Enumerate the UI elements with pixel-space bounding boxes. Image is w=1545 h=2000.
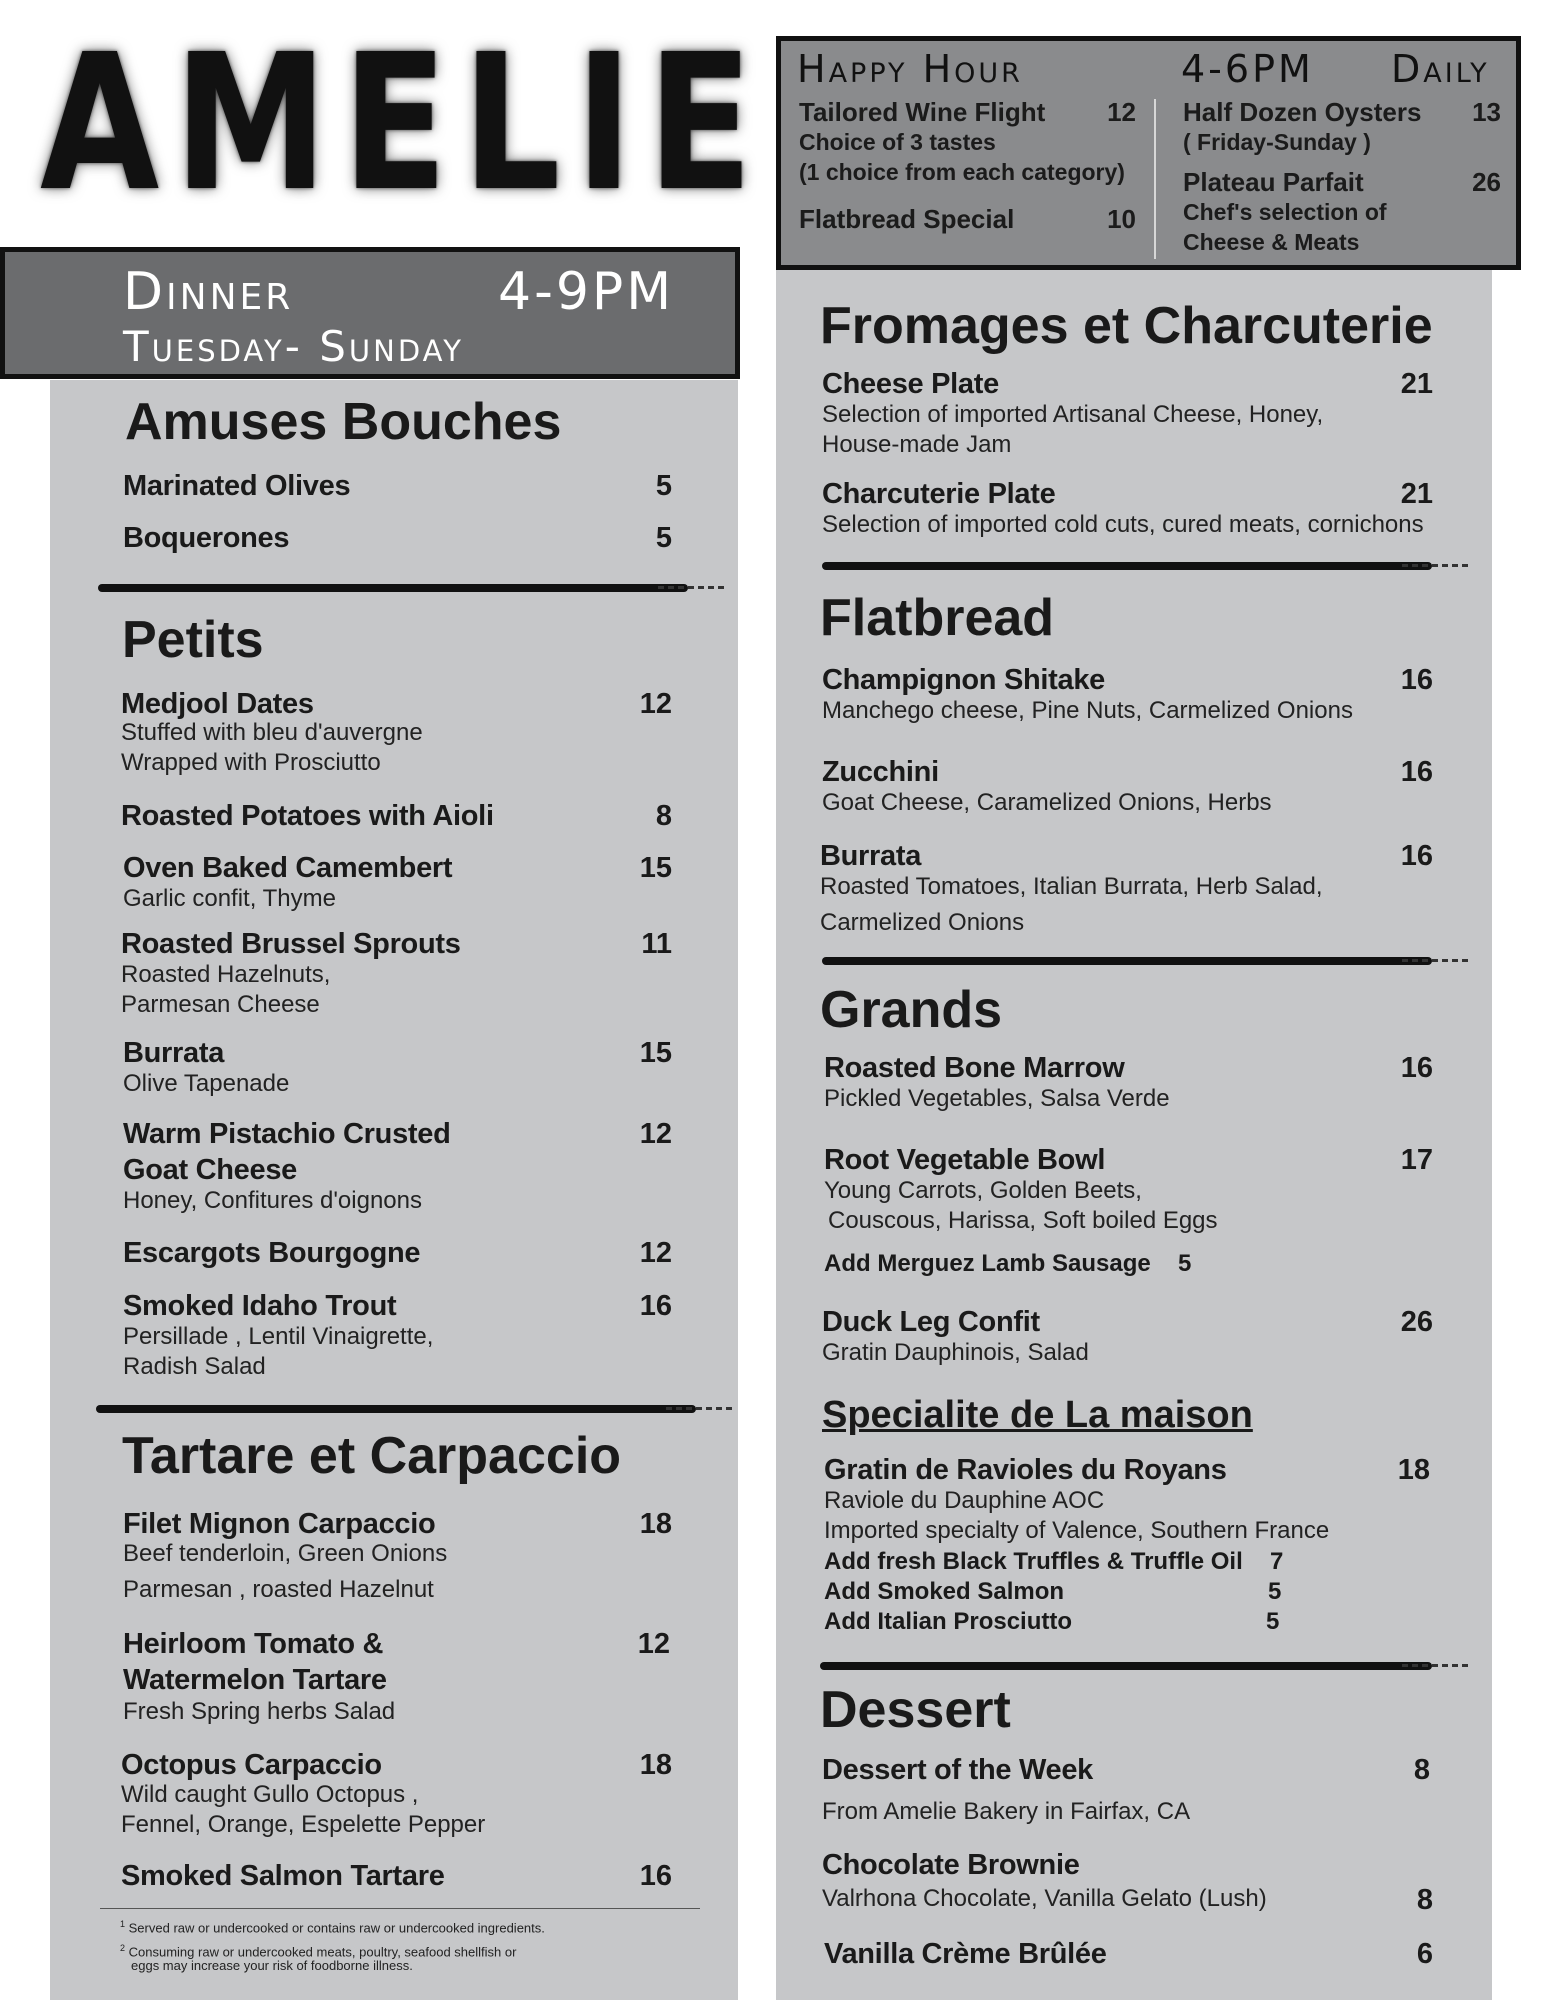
section-title-dessert: Dessert	[820, 1681, 1011, 1739]
hh-item-name: Flatbread Special	[799, 204, 1015, 234]
hh-item-desc: ( Friday-Sunday )	[1183, 129, 1371, 155]
menu-item-price: 16	[639, 1290, 672, 1322]
hh-item-price: 13	[1472, 97, 1501, 127]
menu-item-name: Chocolate Brownie	[822, 1849, 1080, 1881]
brush-divider	[820, 1662, 1432, 1670]
menu-item-price: 21	[1400, 478, 1433, 510]
menu-item-desc: From Amelie Bakery in Fairfax, CA	[822, 1798, 1191, 1825]
menu-add-on-price: 5	[1266, 1608, 1280, 1635]
menu-item-name: Smoked Idaho Trout	[123, 1290, 397, 1322]
menu-item-desc: Stuffed with bleu d'auvergne	[121, 719, 423, 746]
menu-item-name: Roasted Potatoes with Aioli	[121, 800, 494, 832]
menu-item-name: Smoked Salmon Tartare	[121, 1860, 445, 1892]
menu-item-name: Warm Pistachio Crusted	[123, 1118, 451, 1150]
menu-item-price: 17	[1400, 1144, 1433, 1176]
menu-item-desc: Pickled Vegetables, Salsa Verde	[824, 1085, 1170, 1112]
menu-item-desc: Wrapped with Prosciutto	[121, 749, 381, 776]
menu-item-price: 15	[639, 1037, 672, 1069]
hh-item-desc: (1 choice from each category)	[799, 159, 1125, 185]
hh-item-name: Half Dozen Oysters	[1183, 97, 1422, 127]
menu-item-price: 16	[1400, 664, 1433, 696]
footnote: $^2$ Consuming raw or undercooked meats, poultry, seafood shellfish or	[120, 1943, 517, 1960]
dinner-time: 4-9PM	[498, 262, 675, 322]
dinner-label: Dinner	[123, 262, 294, 322]
hh-item-name: Tailored Wine Flight	[799, 97, 1046, 127]
menu-item-price: 12	[639, 1118, 672, 1150]
menu-item-name: Escargots Bourgogne	[123, 1237, 421, 1269]
menu-item-price: 15	[639, 852, 672, 884]
menu-item-name: Champignon Shitake	[822, 664, 1106, 696]
menu-item-price: 18	[639, 1508, 672, 1540]
menu-item-price: 16	[1400, 840, 1433, 872]
brush-divider	[822, 562, 1432, 570]
menu-item-price: 16	[1400, 1052, 1433, 1084]
menu-item-desc: Selection of imported cold cuts, cured meats, cornichons	[822, 511, 1424, 538]
menu-item-name: Roasted Bone Marrow	[824, 1052, 1125, 1084]
menu-add-on: Add Italian Prosciutto	[824, 1608, 1073, 1635]
menu-item-name: Root Vegetable Bowl	[824, 1144, 1106, 1176]
menu-item-name: Heirloom Tomato &	[123, 1628, 384, 1660]
menu-item-name: Dessert of the Week	[822, 1754, 1093, 1786]
menu-item-desc: Roasted Tomatoes, Italian Burrata, Herb Salad,	[820, 873, 1323, 900]
hh-item-desc: Chef's selection of	[1183, 199, 1387, 225]
happy-hour-time: 4-6PM	[1181, 47, 1314, 91]
section-title-fromages: Fromages et Charcuterie	[820, 297, 1433, 355]
menu-item-name: Duck Leg Confit	[822, 1306, 1040, 1338]
happy-hour-box	[776, 36, 1521, 270]
menu-item-name: Gratin de Ravioles du Royans	[824, 1454, 1227, 1486]
menu-item-desc: Beef tenderloin, Green Onions	[123, 1540, 448, 1567]
menu-item-name: Roasted Brussel Sprouts	[121, 928, 461, 960]
menu-item-name: Burrata	[820, 840, 922, 872]
menu-add-on-price: 5	[1268, 1578, 1282, 1605]
menu-item-price: 11	[641, 928, 672, 960]
menu-item-name: Oven Baked Camembert	[123, 852, 453, 884]
menu-item-desc: Young Carrots, Golden Beets,	[824, 1177, 1142, 1204]
menu-item-desc: Olive Tapenade	[123, 1070, 290, 1097]
menu-item-desc: House-made Jam	[822, 431, 1012, 458]
menu-item-desc: Valrhona Chocolate, Vanilla Gelato (Lush)	[822, 1885, 1267, 1912]
menu-item-name: Cheese Plate	[822, 368, 999, 400]
menu-item-price: 12	[637, 1628, 670, 1660]
menu-item-desc: Manchego cheese, Pine Nuts, Carmelized Onions	[822, 697, 1353, 724]
menu-item-desc: Raviole du Dauphine AOC	[824, 1487, 1105, 1514]
menu-item-name-cont: Watermelon Tartare	[123, 1664, 387, 1696]
menu-item-name: Burrata	[123, 1037, 225, 1069]
menu-item-price: 16	[639, 1860, 672, 1892]
section-title-tartare: Tartare et Carpaccio	[122, 1427, 622, 1485]
hh-item-price: 10	[1107, 204, 1136, 234]
menu-item-price: 6	[1416, 1938, 1433, 1970]
hh-item-name: Plateau Parfait	[1183, 167, 1364, 197]
brush-divider	[98, 584, 688, 592]
menu-add-on: Add Merguez Lamb Sausage	[824, 1250, 1151, 1277]
hh-item-desc: Choice of 3 tastes	[799, 129, 996, 155]
happy-hour-daily: Daily	[1391, 47, 1490, 91]
happy-hour-divider	[1154, 99, 1156, 259]
brush-divider	[96, 1405, 696, 1413]
menu-item-price: 8	[1413, 1754, 1430, 1786]
menu-add-on: Add Smoked Salmon	[824, 1578, 1065, 1605]
menu-item-desc: Garlic confit, Thyme	[123, 885, 336, 912]
menu-item-desc: Roasted Hazelnuts,	[121, 961, 331, 988]
menu-item-price: 5	[655, 470, 672, 502]
menu-item-name: Vanilla Crème Brûlée	[824, 1938, 1107, 1970]
menu-item-desc: Honey, Confitures d'oignons	[123, 1187, 422, 1214]
menu-item-name: Boquerones	[123, 522, 290, 554]
footnote-rule	[100, 1908, 700, 1909]
footnote-cont: eggs may increase your risk of foodborne illness.	[131, 1958, 413, 1973]
section-title-specialite: Specialite de La maison	[822, 1394, 1253, 1436]
happy-hour-title: Happy Hour	[797, 47, 1023, 91]
menu-item-desc: Imported specialty of Valence, Southern France	[824, 1517, 1330, 1544]
menu-item-desc: Couscous, Harissa, Soft boiled Eggs	[828, 1207, 1218, 1234]
menu-item-desc: Parmesan , roasted Hazelnut	[123, 1576, 434, 1603]
section-title-flatbread: Flatbread	[820, 589, 1055, 647]
menu-item-desc: Persillade , Lentil Vinaigrette,	[123, 1323, 434, 1350]
dinner-days: Tuesday- Sunday	[123, 322, 464, 371]
footnote: $^1$ Served raw or undercooked or contains raw or undercooked ingredients.	[120, 1919, 545, 1936]
section-title-petits: Petits	[122, 611, 264, 669]
menu-item-desc: Fennel, Orange, Espelette Pepper	[121, 1811, 486, 1838]
menu-item-price: 18	[1397, 1454, 1430, 1486]
menu-item-desc: Selection of imported Artisanal Cheese, Honey,	[822, 401, 1324, 428]
menu-item-desc: Parmesan Cheese	[121, 991, 320, 1018]
menu-item-price: 8	[1416, 1884, 1433, 1916]
hh-item-price: 26	[1472, 167, 1501, 197]
menu-item-price: 16	[1400, 756, 1433, 788]
menu-item-name: Marinated Olives	[123, 470, 351, 502]
menu-item-desc: Fresh Spring herbs Salad	[123, 1698, 396, 1725]
menu-item-desc: Gratin Dauphinois, Salad	[822, 1339, 1089, 1366]
menu-item-desc: Goat Cheese, Caramelized Onions, Herbs	[822, 789, 1272, 816]
restaurant-logo: AMELIE	[40, 14, 768, 233]
menu-item-price: 18	[639, 1749, 672, 1781]
menu-item-name-cont: Goat Cheese	[123, 1154, 297, 1186]
menu-item-desc: Carmelized Onions	[820, 909, 1025, 936]
menu-item-price: 5	[655, 522, 672, 554]
menu-item-name: Zucchini	[822, 756, 939, 788]
hh-item-desc: Cheese & Meats	[1183, 229, 1360, 255]
menu-item-price: 26	[1400, 1306, 1433, 1338]
menu-item-desc: Wild caught Gullo Octopus ,	[121, 1781, 419, 1808]
brush-divider	[822, 957, 1432, 965]
menu-item-name: Filet Mignon Carpaccio	[123, 1508, 436, 1540]
menu-item-name: Octopus Carpaccio	[121, 1749, 382, 1781]
menu-item-name: Charcuterie Plate	[822, 478, 1056, 510]
section-title-grands: Grands	[820, 981, 1003, 1039]
menu-item-price: 12	[639, 688, 672, 720]
section-title-amuses: Amuses Bouches	[125, 393, 562, 451]
menu-item-price: 21	[1400, 368, 1433, 400]
dinner-hours-banner	[0, 247, 740, 379]
menu-add-on-price: 5	[1178, 1250, 1192, 1277]
menu-item-price: 8	[655, 800, 672, 832]
menu-item-name: Medjool Dates	[121, 688, 314, 720]
menu-item-price: 12	[639, 1237, 672, 1269]
menu-add-on: Add fresh Black Truffles & Truffle Oil	[824, 1548, 1243, 1575]
menu-add-on-price: 7	[1270, 1548, 1284, 1575]
menu-item-desc: Radish Salad	[123, 1353, 266, 1380]
hh-item-price: 12	[1107, 97, 1136, 127]
